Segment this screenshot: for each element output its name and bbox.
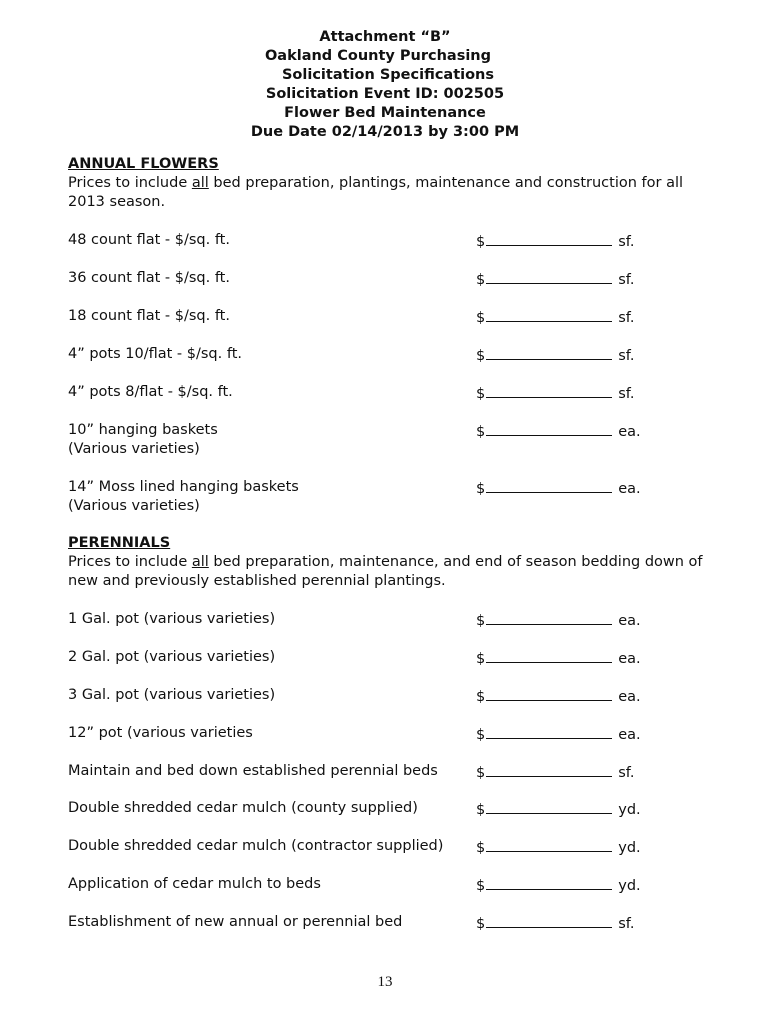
unit-label: yd. bbox=[618, 840, 641, 856]
item-label: 48 count flat - $/sq. ft. bbox=[68, 232, 230, 248]
desc-text: Prices to include bbox=[68, 175, 192, 191]
price-blank[interactable] bbox=[476, 724, 641, 745]
unit-label: sf. bbox=[618, 916, 635, 932]
price-blank[interactable] bbox=[476, 345, 634, 366]
price-blank[interactable] bbox=[476, 913, 634, 934]
unit-label: ea. bbox=[618, 613, 641, 629]
item-label: Double shredded cedar mulch (county supplied) bbox=[68, 800, 418, 816]
annual-flowers-description bbox=[68, 174, 708, 212]
header-due-date: Due Date 02/14/2013 by 3:00 PM bbox=[250, 124, 520, 140]
header-attachment: Attachment “B” bbox=[319, 29, 451, 45]
price-blank[interactable] bbox=[476, 799, 641, 820]
item-label: 18 count flat - $/sq. ft. bbox=[68, 308, 230, 324]
header-specifications: Solicitation Specifications bbox=[281, 67, 495, 83]
unit-label: ea. bbox=[618, 727, 641, 743]
price-blank[interactable] bbox=[476, 478, 641, 499]
item-sublabel: (Various varieties) bbox=[68, 498, 200, 514]
unit-label: ea. bbox=[618, 689, 641, 705]
price-blank[interactable] bbox=[476, 421, 641, 442]
header-event-id: Solicitation Event ID: 002505 bbox=[265, 86, 505, 102]
price-fill-line[interactable] bbox=[486, 913, 612, 928]
item-label: 1 Gal. pot (various varieties) bbox=[68, 611, 276, 627]
currency-symbol: $ bbox=[476, 916, 486, 932]
desc-text: Prices to include bbox=[68, 554, 192, 570]
desc-emphasis: all bbox=[191, 554, 209, 570]
price-fill-line[interactable] bbox=[486, 875, 612, 890]
price-blank[interactable] bbox=[476, 231, 634, 252]
document-header bbox=[0, 28, 770, 142]
price-fill-line[interactable] bbox=[486, 648, 612, 663]
perennials-section bbox=[68, 534, 708, 591]
price-fill-line[interactable] bbox=[486, 383, 612, 398]
item-label: 36 count flat - $/sq. ft. bbox=[68, 270, 230, 286]
currency-symbol: $ bbox=[476, 613, 486, 629]
price-fill-line[interactable] bbox=[486, 421, 612, 436]
currency-symbol: $ bbox=[476, 689, 486, 705]
page-number: 13 bbox=[377, 974, 393, 990]
currency-symbol: $ bbox=[476, 840, 486, 856]
currency-symbol: $ bbox=[476, 348, 486, 364]
unit-label: sf. bbox=[618, 765, 635, 781]
item-label: Application of cedar mulch to beds bbox=[68, 876, 321, 892]
price-fill-line[interactable] bbox=[486, 231, 612, 246]
item-sublabel: (Various varieties) bbox=[68, 441, 200, 457]
unit-label: sf. bbox=[618, 234, 635, 250]
price-blank[interactable] bbox=[476, 875, 641, 896]
price-fill-line[interactable] bbox=[486, 799, 612, 814]
price-fill-line[interactable] bbox=[486, 345, 612, 360]
unit-label: ea. bbox=[618, 481, 641, 497]
unit-label: sf. bbox=[618, 386, 635, 402]
currency-symbol: $ bbox=[476, 765, 486, 781]
item-label: Double shredded cedar mulch (contractor supplied) bbox=[68, 838, 444, 854]
item-label: 4” pots 10/flat - $/sq. ft. bbox=[68, 346, 242, 362]
price-blank[interactable] bbox=[476, 648, 641, 669]
unit-label: sf. bbox=[618, 310, 635, 326]
price-fill-line[interactable] bbox=[486, 837, 612, 852]
price-blank[interactable] bbox=[476, 307, 634, 328]
currency-symbol: $ bbox=[476, 481, 486, 497]
annual-flowers-title: ANNUAL FLOWERS bbox=[68, 156, 219, 172]
price-fill-line[interactable] bbox=[486, 724, 612, 739]
desc-text: bed preparation, plantings, maintenance and construction for all 2013 season. bbox=[68, 175, 684, 210]
unit-label: yd. bbox=[618, 802, 641, 818]
item-label: 3 Gal. pot (various varieties) bbox=[68, 687, 276, 703]
price-fill-line[interactable] bbox=[486, 307, 612, 322]
currency-symbol: $ bbox=[476, 651, 486, 667]
unit-label: ea. bbox=[618, 424, 641, 440]
header-department: Oakland County Purchasing bbox=[264, 48, 492, 64]
currency-symbol: $ bbox=[476, 878, 486, 894]
price-blank[interactable] bbox=[476, 610, 641, 631]
item-label: 14” Moss lined hanging baskets bbox=[68, 479, 299, 495]
currency-symbol: $ bbox=[476, 727, 486, 743]
unit-label: ea. bbox=[618, 651, 641, 667]
price-blank[interactable] bbox=[476, 686, 641, 707]
unit-label: sf. bbox=[618, 348, 635, 364]
item-label: Maintain and bed down established perennial beds bbox=[68, 763, 438, 779]
item-label: 10” hanging baskets bbox=[68, 422, 218, 438]
price-fill-line[interactable] bbox=[486, 610, 612, 625]
price-blank[interactable] bbox=[476, 269, 634, 290]
unit-label: sf. bbox=[618, 272, 635, 288]
item-label: 12” pot (various varieties bbox=[68, 725, 253, 741]
price-fill-line[interactable] bbox=[486, 478, 612, 493]
price-blank[interactable] bbox=[476, 383, 634, 404]
price-fill-line[interactable] bbox=[486, 686, 612, 701]
price-fill-line[interactable] bbox=[486, 269, 612, 284]
item-label: Establishment of new annual or perennial bed bbox=[68, 914, 403, 930]
perennials-title: PERENNIALS bbox=[68, 535, 171, 551]
price-blank[interactable] bbox=[476, 762, 634, 783]
price-fill-line[interactable] bbox=[486, 762, 612, 777]
price-blank[interactable] bbox=[476, 837, 641, 858]
item-label: 4” pots 8/flat - $/sq. ft. bbox=[68, 384, 233, 400]
desc-emphasis: all bbox=[191, 175, 209, 191]
currency-symbol: $ bbox=[476, 424, 486, 440]
currency-symbol: $ bbox=[476, 272, 486, 288]
item-label: 2 Gal. pot (various varieties) bbox=[68, 649, 276, 665]
currency-symbol: $ bbox=[476, 234, 486, 250]
desc-text: bed preparation, maintenance, and end of season bedding down of new and previously established perennial plantings. bbox=[68, 554, 703, 589]
perennials-description bbox=[68, 553, 708, 591]
currency-symbol: $ bbox=[476, 310, 486, 326]
currency-symbol: $ bbox=[476, 802, 486, 818]
annual-flowers-section bbox=[68, 155, 708, 212]
header-project: Flower Bed Maintenance bbox=[284, 105, 486, 121]
unit-label: yd. bbox=[618, 878, 641, 894]
currency-symbol: $ bbox=[476, 386, 486, 402]
